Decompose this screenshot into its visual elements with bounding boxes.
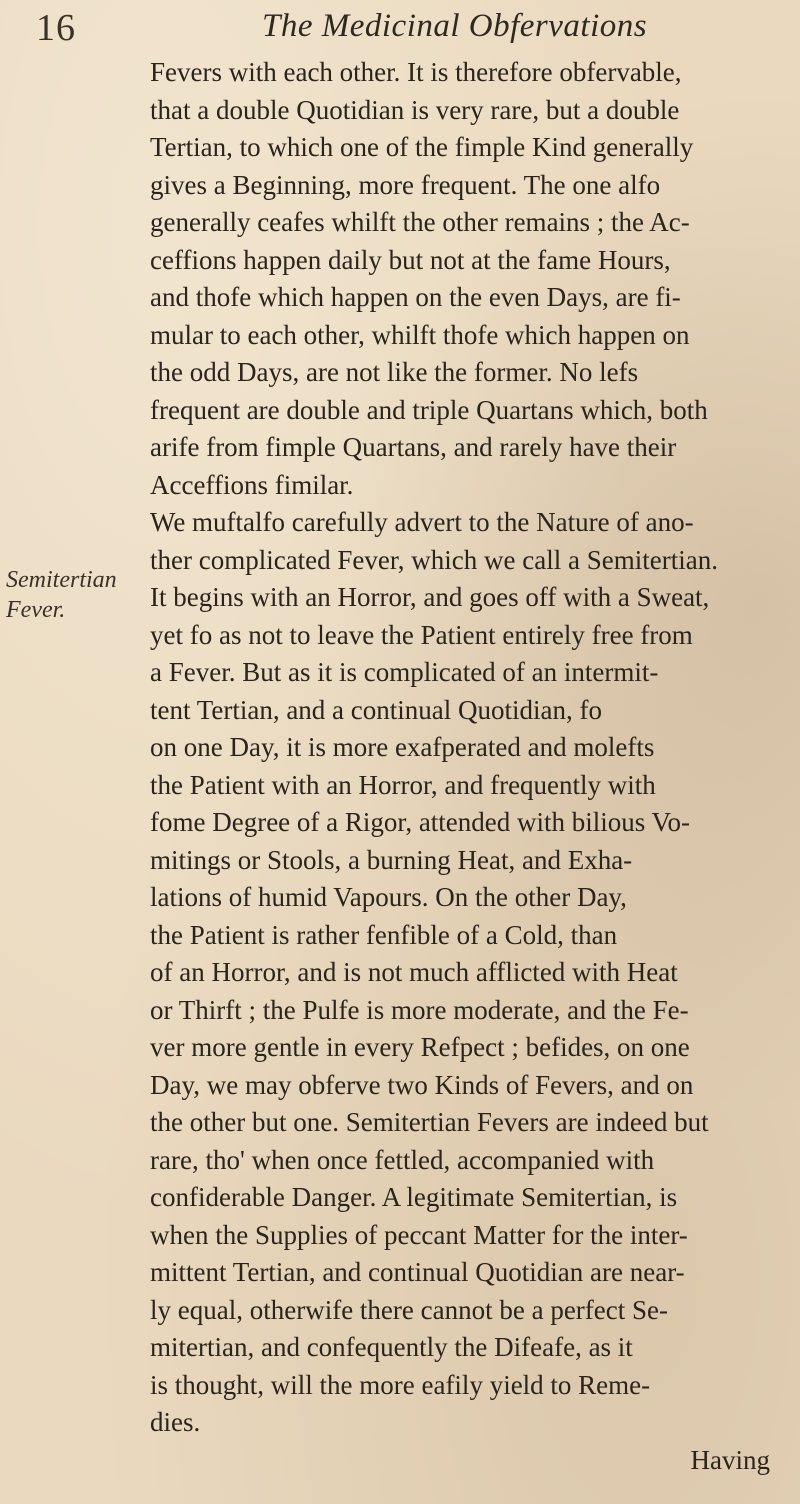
text-line: tent Tertian, and a continual Quotidian, fo xyxy=(150,694,602,725)
text-line: lations of humid Vapours. On the other Day, xyxy=(150,882,627,912)
margin-note xyxy=(6,565,141,625)
text-line: It begins with an Horror, and goes off with a Sweat, xyxy=(150,582,710,612)
text-line: the odd Days, are not like the former. No lefs xyxy=(150,357,639,387)
text-line: dies. xyxy=(150,1407,201,1437)
text-line: Tertian, to which one of the fimple Kind generally xyxy=(150,132,694,162)
running-head: The Medicinal Obfervations xyxy=(262,8,648,44)
text-line: a Fever. But as it is complicated of an intermit- xyxy=(150,657,659,687)
text-line: mitings or Stools, a burning Heat, and Exha- xyxy=(150,844,633,875)
text-line: ver more gentle in every Refpect ; befides, on one xyxy=(150,1032,690,1062)
text-line: the Patient with an Horror, and frequently with xyxy=(150,769,656,800)
text-line: Acceffions fimilar. xyxy=(150,469,354,500)
page-number: 16 xyxy=(36,7,76,49)
text-line: of an Horror, and is not much afflicted with Heat xyxy=(150,957,678,987)
text-line: mular to each other, whilft thofe which happen on xyxy=(150,319,690,350)
body-text xyxy=(150,54,798,1479)
text-line: gives a Beginning, more frequent. The one alfo xyxy=(150,169,661,200)
text-line: or Thirft ; the Pulfe is more moderate, and the Fe- xyxy=(150,994,689,1025)
text-line: arife from fimple Quartans, and rarely have their xyxy=(150,432,677,462)
text-line: Fevers with each other. It is therefore obfervable, xyxy=(150,57,682,87)
text-line: generally ceafes whilft the other remains ; the Ac- xyxy=(150,207,690,237)
text-line: We muftalfo carefully advert to the Nature of ano- xyxy=(150,507,694,537)
text-line: and thofe which happen on the even Days, are fi- xyxy=(150,282,681,312)
text-line: fome Degree of a Rigor, attended with bilious Vo- xyxy=(150,807,691,837)
text-line: yet fo as not to leave the Patient entirely free from xyxy=(150,619,693,650)
text-line: ther complicated Fever, which we call a Semitertian. xyxy=(150,544,718,575)
text-line: ceffions happen daily but not at the fame Hours, xyxy=(150,244,671,275)
text-line: mitertian, and confequently the Difeafe, as it xyxy=(150,1332,633,1362)
text-line: ly equal, otherwife there cannot be a perfect Se- xyxy=(150,1294,668,1325)
text-line: mittent Tertian, and continual Quotidian are near- xyxy=(150,1257,685,1287)
margin-note-line: Fever. xyxy=(6,597,66,623)
text-line: frequent are double and triple Quartans which, both xyxy=(150,394,708,425)
text-line: is thought, will the more eafily yield to Reme- xyxy=(150,1369,651,1400)
text-line: Day, we may obferve two Kinds of Fevers, and on xyxy=(150,1069,694,1100)
text-line: when the Supplies of peccant Matter for the inter- xyxy=(150,1219,688,1250)
catchword: Having xyxy=(690,1444,770,1475)
text-line: on one Day, it is more exafperated and molefts xyxy=(150,732,655,762)
margin-note-line: Semitertian xyxy=(6,567,117,593)
text-line: rare, tho' when once fettled, accompanied with xyxy=(150,1144,655,1175)
text-line: confiderable Danger. A legitimate Semitertian, is xyxy=(150,1182,678,1212)
text-line: the Patient is rather fenfible of a Cold, than xyxy=(150,919,618,950)
text-line: that a double Quotidian is very rare, but a double xyxy=(150,94,680,125)
text-line: the other but one. Semitertian Fevers are indeed but xyxy=(150,1107,709,1137)
